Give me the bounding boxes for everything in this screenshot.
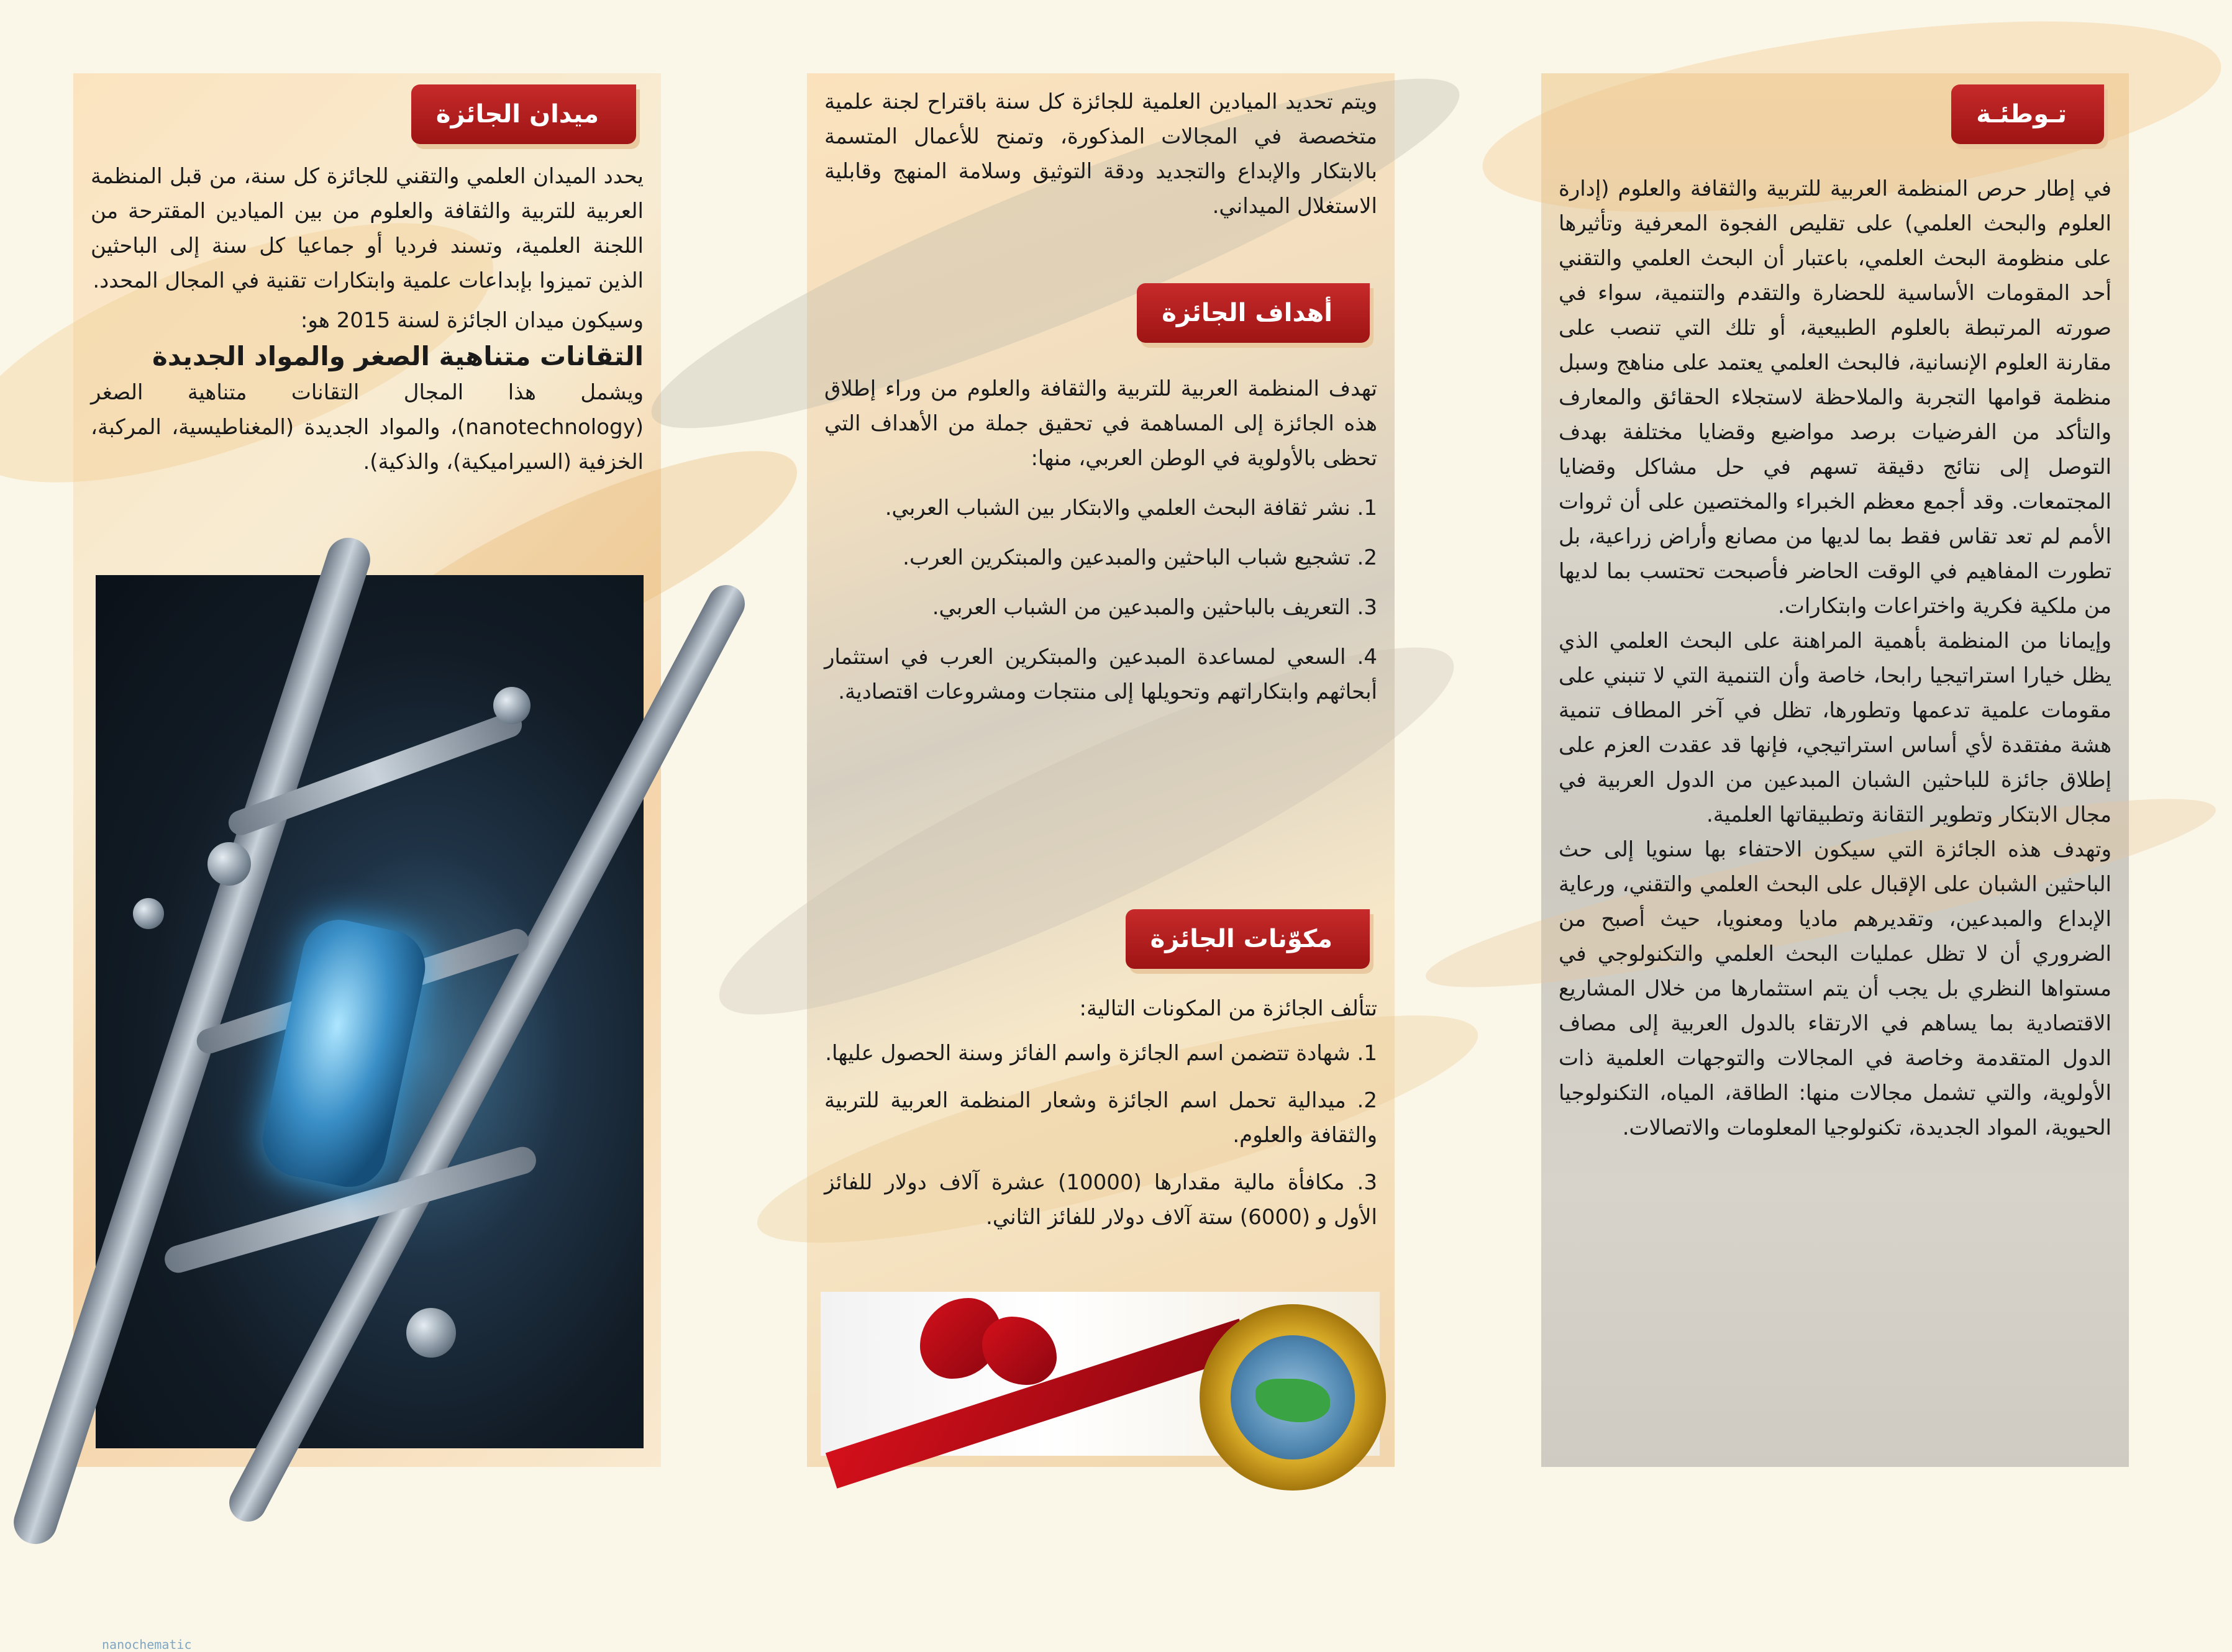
goals-intro: تهدف المنظمة العربية للتربية والثقافة والعلوم من وراء إطلاق هذه الجائزة إلى المساهمة في تحقيق جملة من الأهداف التي تحظى بالأولوية في الوطن العربي، منها: [824, 376, 1377, 471]
goal-item: 3. التعريف بالباحثين والمبدعين من الشباب العربي. [932, 595, 1377, 620]
field-scope-paragraph: ويشمل هذا المجال التقانات متناهية الصغر (nanotechnology)، والمواد الجديدة (المغناطيسية، المركبة، الخزفية (السيراميكية)، والذكية). [91, 380, 644, 474]
ribbon-bow [982, 1317, 1057, 1385]
components-section [824, 991, 1377, 1240]
award-illustration [821, 1292, 1380, 1456]
component-item: 2. ميدالية تحمل اسم الجائزة وشعار المنظمة العربية للتربية والثقافة والعلوم. [824, 1088, 1377, 1148]
goals-heading: أهداف الجائزة [1137, 283, 1370, 343]
molecule-ball [406, 1308, 456, 1358]
medal-emblem [1231, 1335, 1355, 1459]
field-title: التقانات متناهية الصغر والمواد الجديدة [152, 341, 644, 371]
components-heading: مكوّنات الجائزة [1126, 909, 1370, 969]
gold-medal [1200, 1304, 1386, 1491]
image-hud-label: nanochematic [102, 1637, 192, 1652]
right-panel [1541, 73, 2129, 1467]
goals-section [824, 371, 1377, 714]
component-item: 3. مكافأة مالية مقدارها (10000) عشرة آلاف دولار للفائز الأول و (6000) ستة آلاف دولار للفائز الثاني. [824, 1170, 1377, 1230]
left-panel [73, 73, 661, 1652]
preface-paragraph: وتهدف هذه الجائزة التي سيكون الاحتفاء بها سنويا إلى حث الباحثين الشبان على الإقبال على البحث العلمي والتقني، ورعاية الإبداع والمبدعين، وتقديرهم ماديا ومعنويا، حيث أصبح من الضروري أن لا تظل عمليات البحث العلمي والتكنولوجي في مستواها النظري بل يجب أن يتم استثمارها من خلال المشاريع الاقتصادية بما يساهم في الارتقاء بالدول العربية إلى مصاف الدول المتقدمة وخاصة في المجالات والتوجهات العلمية ذات الأولوية، والتي تشمل مجالات منها: الطاقة، المياه، التكنولوجيا الحيوية، المواد الجديدة، تكنولوجيا المعلومات والاتصالات. [1559, 837, 2111, 1140]
goal-item: 1. نشر ثقافة البحث العلمي والابتكار بين الشباب العربي. [885, 496, 1377, 520]
preface-text [1559, 171, 2111, 1145]
middle-panel [807, 73, 1395, 1467]
selection-text: ويتم تحديد الميادين العلمية للجائزة كل سنة باقتراح لجنة علمية متخصصة في المجالات المذكورة، وتمنح للأعمال المتسمة بالابتكار والإبداع والتجديد ودقة التوثيق وسلامة المنهج وقابلية الاستغلال الميداني. [824, 89, 1377, 219]
award-field-text [91, 159, 644, 484]
molecule-ball [493, 687, 531, 724]
award-year-paragraph: وسيكون ميدان الجائزة لسنة 2015 هو: [300, 308, 644, 333]
molecule-ball [133, 898, 164, 929]
preface-paragraph: وإيمانا من المنظمة بأهمية المراهنة على البحث العلمي الذي يظل خيارا استراتيجيا رابحا، خاصة وأن التنمية التي لا تنبني على مقومات علمية تدعمها وتطورها، تظل في آخر المطاف تنمية هشة مفتقدة لأي أساس استراتيجي، فإنها قد عقدت العزم على إطلاق جائزة للباحثين الشبان المبدعين من الدول العربية في مجال الابتكار وتطوير التقانة وتطبيقاتها العلمية. [1559, 629, 2111, 827]
award-field-paragraph: يحدد الميدان العلمي والتقني للجائزة كل سنة، من قبل المنظمة العربية للتربية والثقافة والعلوم من بين الميادين المقترحة من اللجنة العلمية، وتسند فرديا أو جماعيا كل سنة إلى الباحثين الذين تميزوا بإبداعات علمية وابتكارات تقنية في المجال المحدد. [91, 164, 644, 293]
glowing-capsule [257, 913, 432, 1194]
goal-item: 4. السعي لمساعدة المبدعين والمبتكرين العرب في استثمار أبحاثهم وابتكاراتهم وتحويلها إلى منتجات ومشروعات اقتصادية. [824, 645, 1377, 704]
molecule-ball [207, 842, 251, 886]
award-field-heading: ميدان الجائزة [411, 84, 636, 144]
components-intro: تتألف الجائزة من المكونات التالية: [1079, 996, 1377, 1021]
preface-heading: تـوطئـة [1951, 84, 2104, 144]
goal-item: 2. تشجيع شباب الباحثين والمبدعين والمبتكرين العرب. [903, 545, 1377, 570]
dna-illustration [96, 575, 644, 1652]
arab-world-map-icon [1255, 1379, 1330, 1422]
preface-paragraph: في إطار حرص المنظمة العربية للتربية والثقافة والعلوم (إدارة العلوم والبحث العلمي) على تقليص الفجوة المعرفية وتأثيرها على منظومة البحث العلمي، باعتبار أن البحث العلمي والتقني أحد المقومات الأساسية للحضارة والتقدم والتنمية، سواء في صورته المرتبطة بالعلوم الطبيعية، أو تلك التي تنصب على مقارنة العلوم الإنسانية، فالبحث العلمي يعتمد على مناهج وسبل منظمة قوامها التجربة والملاحظة لاستجلاء الحقائق والمعارف والتأكد من الفرضيات برصد مواضيع وقضايا مختلفة بهدف التوصل إلى نتائج دقيقة تسهم في حل مشاكل وقضايا المجتمعات. وقد أجمع معظم الخبراء والمختصين على أن ثروات الأمم لم تعد تقاس فقط بما لديها من مصانع وأراض زراعية، بل تطورت المفاهيم في الوقت الحاضر فأصبحت تحتسب بما لديها من ملكية فكرية واختراعات وابتكارات. [1559, 176, 2111, 619]
component-item: 1. شهادة تتضمن اسم الجائزة واسم الفائز وسنة الحصول عليها. [825, 1041, 1377, 1066]
